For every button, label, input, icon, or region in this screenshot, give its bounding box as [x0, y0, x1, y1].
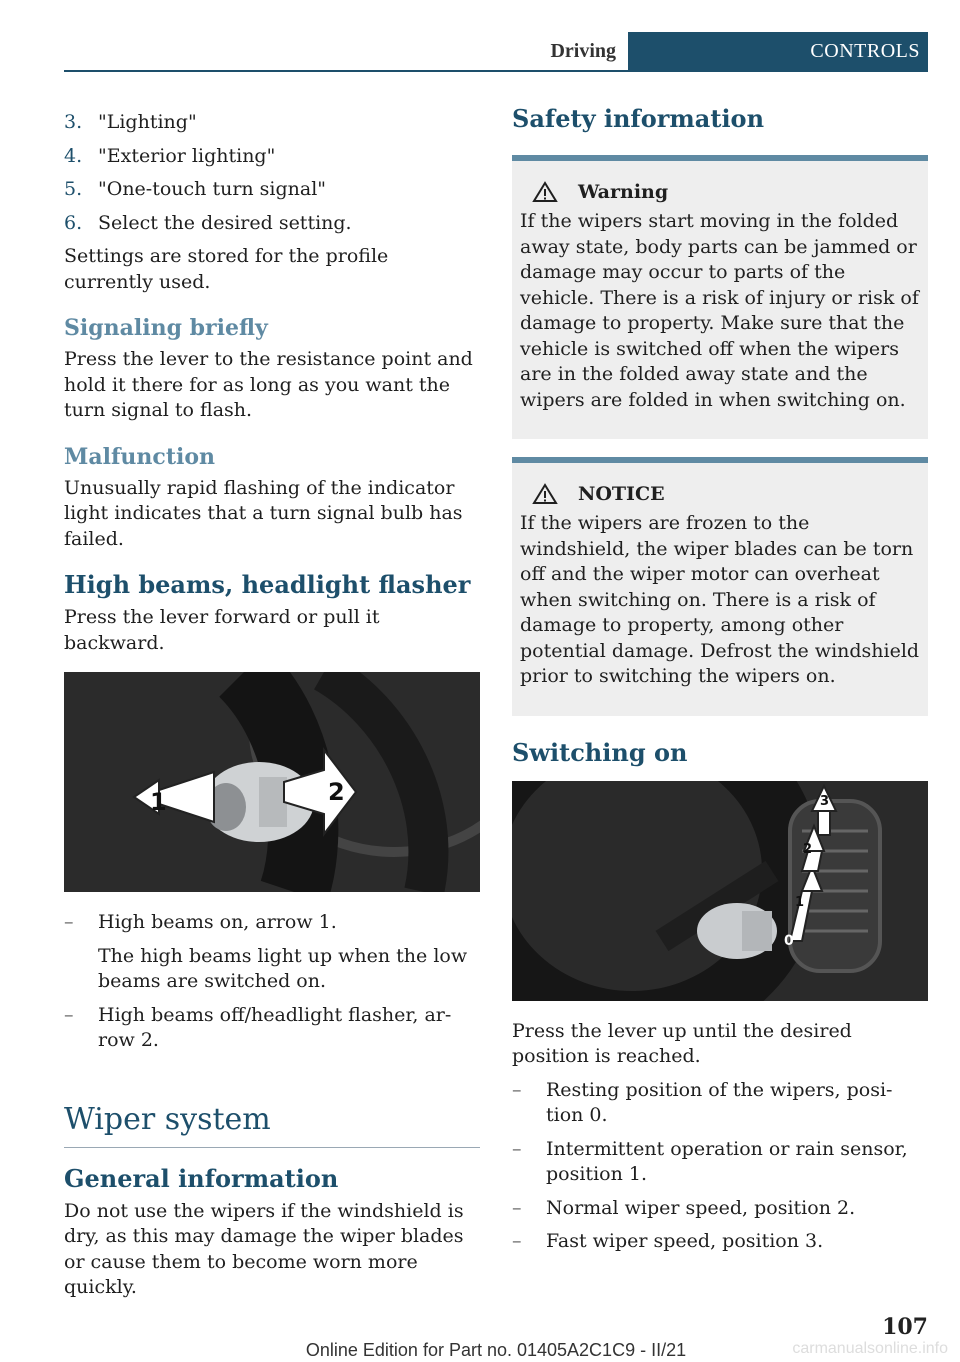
- list-item-text: Intermittent operation or rain sensor, position 1.: [546, 1137, 908, 1185]
- list-item-text: Normal wiper speed, position 2.: [546, 1196, 856, 1219]
- dash-bullet: –: [512, 1078, 522, 1101]
- header-rule: [64, 70, 928, 72]
- warning-text: If the wipers start moving in the folded away state, body parts can be jammed or damage may occur to parts of the vehicle. There is a risk of injury or risk of damage to property. Make sure that the vehicle is switched off when the wipers are in the folded away state and the wipers are folded in when switching on.: [520, 210, 919, 411]
- arrow-2-label: 2: [328, 778, 345, 806]
- malfunction-heading: Malfunction: [64, 443, 216, 470]
- notice-triangle-icon: [532, 483, 558, 505]
- step-text: "Exterior lighting": [98, 144, 276, 167]
- warning-box: [512, 155, 928, 439]
- highbeam-list: [64, 910, 480, 1054]
- list-item: [512, 1137, 928, 1188]
- position-3-label: 3: [820, 793, 830, 809]
- step-number: 5.: [64, 178, 83, 200]
- step-number: 6.: [64, 211, 83, 234]
- header-chapter: CONTROLS: [628, 32, 928, 70]
- page-header: [64, 32, 928, 72]
- switching-heading: Switching on: [512, 737, 688, 767]
- list-item-text: High beams on, arrow 1.: [98, 911, 337, 933]
- highbeam-heading: High beams, headlight flasher: [64, 570, 471, 599]
- left-column: [64, 104, 480, 1317]
- page-footer: [64, 1300, 948, 1360]
- list-item-text: Resting position of the wipers, posi‐ tion 0.: [546, 1078, 893, 1126]
- list-item: [64, 910, 480, 995]
- steps-list: [64, 110, 480, 236]
- signaling-heading: Signaling briefly: [64, 315, 268, 341]
- edition-note: Online Edition for Part no. 01405A2C1C9 - II/21: [305, 1340, 687, 1360]
- position-2-label: 2: [803, 841, 813, 857]
- warning-title: Warning: [578, 181, 669, 203]
- switching-list: [512, 1078, 928, 1255]
- general-text: Do not use the wipers if the windshield is dry, as this may damage the wiper blades or cause them to become worn more quickly.: [64, 1199, 464, 1298]
- warning-triangle-icon: [532, 181, 558, 203]
- arrow-1-label: 1: [150, 788, 167, 816]
- header-section: Driving: [550, 40, 616, 62]
- right-column: [512, 104, 928, 1263]
- step-item: [64, 177, 480, 203]
- malfunction-text: Unusually rapid flashing of the indicator light indicates that a turn signal bulb has failed.: [64, 476, 463, 550]
- highbeam-text: Press the lever forward or pull it backward.: [64, 606, 380, 654]
- dash-bullet: –: [64, 911, 74, 933]
- notice-title: NOTICE: [578, 483, 665, 505]
- step-item: [64, 110, 480, 136]
- signaling-text: Press the lever to the resistance point and hold it there for as long as you want the turn signal to flash.: [64, 348, 473, 421]
- step-number: 4.: [64, 144, 83, 167]
- general-heading: General information: [64, 1163, 339, 1193]
- list-item: [64, 1003, 480, 1054]
- list-item-text: Fast wiper speed, position 3.: [546, 1230, 824, 1252]
- notice-text: If the wipers are frozen to the windshield, the wiper blades can be torn off and the wiper motor can overheat when switching on. There is a risk of damage to property, among other potential damage. Defrost the windshield prior to switching the wipers on.: [520, 512, 920, 687]
- wiper-heading-block: [64, 1102, 480, 1148]
- step-text: Select the desired setting.: [98, 211, 352, 234]
- step-text: "One-touch turn signal": [98, 178, 327, 200]
- safety-heading: Safety information: [512, 104, 765, 133]
- step-item: [64, 211, 480, 237]
- switching-text: Press the lever up until the desired position is reached.: [512, 1019, 852, 1067]
- list-item-text: High beams off/headlight flasher, ar‐ row 2.: [98, 1003, 452, 1051]
- dash-bullet: –: [512, 1230, 522, 1252]
- step-number: 3.: [64, 111, 83, 133]
- wiper-heading: Wiper system: [64, 1101, 271, 1137]
- notice-box: [512, 457, 928, 716]
- dash-bullet: –: [64, 1003, 74, 1026]
- headlight-lever-photo: [64, 672, 480, 892]
- wiper-lever-photo: [512, 781, 928, 1001]
- headlight-lever-illustration: [64, 672, 480, 892]
- list-item: [512, 1196, 928, 1222]
- watermark: carmanualsonline.info: [792, 1340, 948, 1357]
- position-1-label: 1: [795, 894, 805, 910]
- step-item: [64, 144, 480, 170]
- step-text: "Lighting": [98, 111, 197, 133]
- page-number: 107: [882, 1314, 928, 1340]
- list-item: [512, 1078, 928, 1129]
- wiper-lever-illustration: [512, 781, 928, 1001]
- list-item: [512, 1229, 928, 1255]
- dash-bullet: –: [512, 1196, 522, 1219]
- list-item-subtext: The high beams light up when the low beams are switched on.: [98, 944, 468, 992]
- position-0-label: 0: [784, 932, 794, 949]
- settings-note: Settings are stored for the profile currently used.: [64, 245, 389, 293]
- dash-bullet: –: [512, 1137, 522, 1160]
